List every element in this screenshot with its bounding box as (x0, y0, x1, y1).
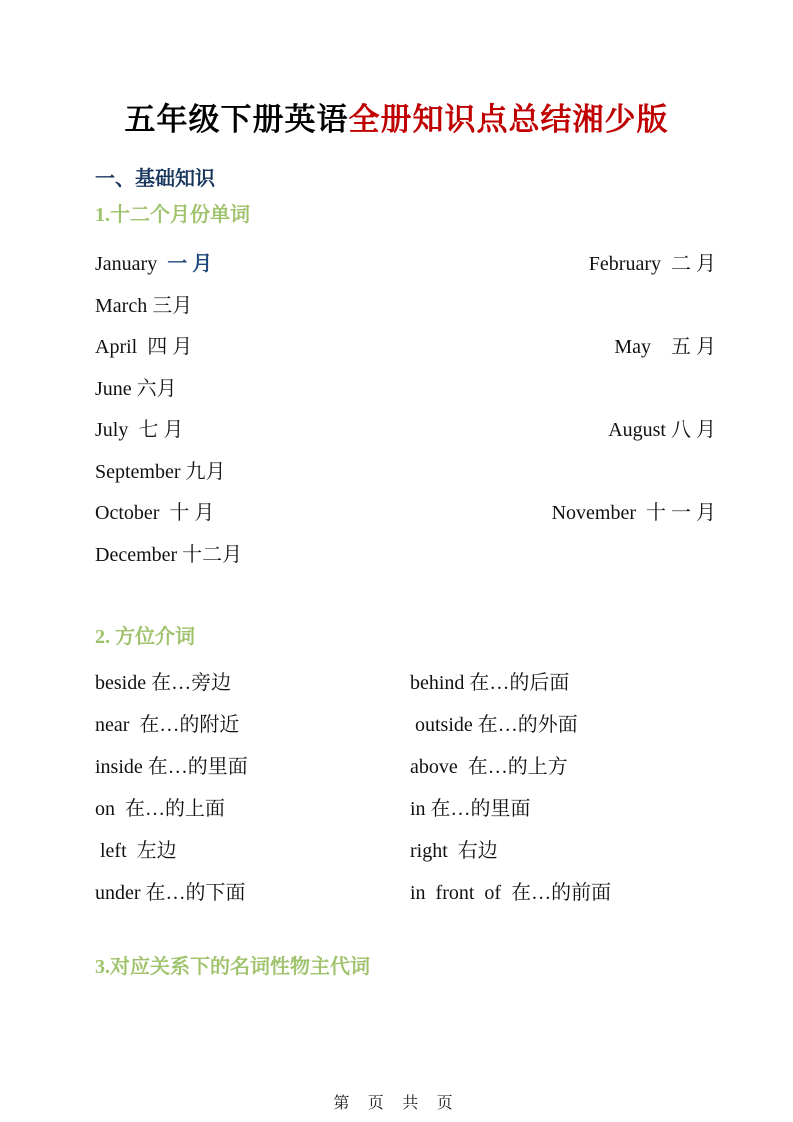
month-chinese: 三月 (147, 294, 193, 317)
preposition-left: under 在…的下面 (95, 881, 246, 904)
month-row (95, 532, 716, 574)
preposition-left: on 在…的上面 (95, 797, 225, 820)
title-black-part: 五年级下册英语 (124, 102, 349, 137)
month-left (95, 289, 192, 318)
preposition-left: left 左边 (95, 839, 177, 862)
month-right: August 八 月 (608, 419, 716, 442)
month-english: July (95, 419, 129, 442)
subsection-heading-prepositions: 2. 方位介词 (95, 626, 195, 648)
title-red-part: 全册知识点总结湘少版 (348, 102, 669, 137)
month-right: February 二 月 (588, 253, 716, 276)
month-english: April (95, 336, 138, 359)
month-chinese: 四 月 (137, 336, 193, 359)
month-row (95, 407, 716, 449)
month-english: March (95, 294, 148, 317)
subsection-heading-months: 1.十二个月份单词 (95, 204, 250, 226)
month-left (95, 496, 214, 525)
preposition-left: near 在…的附近 (95, 713, 240, 736)
page-title (86, 100, 707, 140)
preposition-row (95, 743, 716, 785)
month-english: December (95, 543, 178, 566)
month-left (95, 330, 192, 359)
month-row (95, 490, 716, 532)
preposition-left: beside 在…旁边 (95, 671, 232, 694)
preposition-right: right 右边 (410, 839, 498, 862)
month-row (95, 366, 716, 408)
month-left (95, 538, 242, 567)
preposition-row (95, 785, 716, 827)
month-english: October (95, 502, 160, 525)
month-english: September (95, 460, 181, 483)
prepositions-list (95, 659, 716, 911)
month-right: November 十 一 月 (551, 502, 716, 525)
month-chinese: 六月 (131, 377, 177, 400)
subsection-heading-pronouns: 3.对应关系下的名词性物主代词 (95, 956, 370, 978)
month-row (95, 449, 716, 491)
month-chinese: 十 月 (159, 502, 215, 525)
month-chinese: 九月 (180, 460, 226, 483)
section-heading-basics: 一、基础知识 (95, 168, 215, 190)
month-chinese: 一 月 (157, 253, 213, 276)
month-row (95, 283, 716, 325)
month-left (95, 455, 226, 484)
month-english: January (95, 253, 158, 276)
months-list (95, 241, 716, 573)
preposition-left: inside 在…的里面 (95, 755, 248, 778)
month-left (95, 247, 212, 276)
preposition-right: in front of 在…的前面 (410, 881, 612, 904)
preposition-row (95, 701, 716, 743)
month-chinese: 十二月 (177, 543, 243, 566)
preposition-right: behind 在…的后面 (410, 671, 570, 694)
preposition-right: in 在…的里面 (410, 797, 531, 820)
month-english: June (95, 377, 132, 400)
month-chinese: 七 月 (128, 419, 184, 442)
preposition-right: outside 在…的外面 (410, 713, 578, 736)
month-row (95, 324, 716, 366)
month-left (95, 372, 177, 401)
month-left (95, 413, 183, 442)
preposition-row (95, 869, 716, 911)
preposition-row (95, 659, 716, 701)
month-row (95, 241, 716, 283)
preposition-row (95, 827, 716, 869)
preposition-right: above 在…的上方 (410, 755, 568, 778)
page-footer: 第 页 共 页 (333, 1095, 460, 1112)
month-right: May 五 月 (614, 336, 716, 359)
